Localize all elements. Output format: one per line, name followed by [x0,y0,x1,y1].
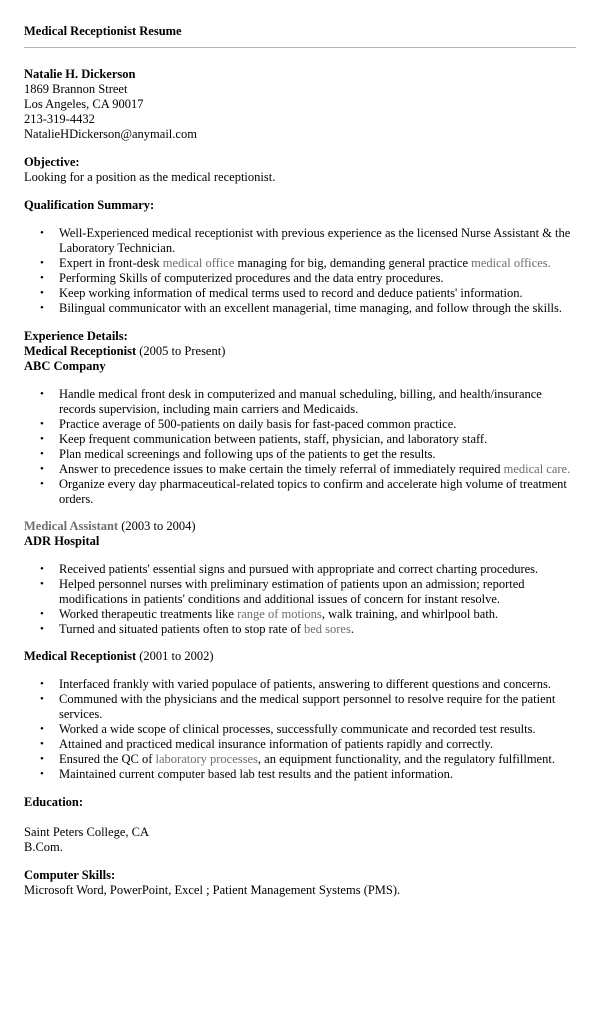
job-duties-list [24,562,576,637]
list-item [24,447,579,462]
list-item [24,417,579,432]
experience-section [24,329,576,782]
list-item [24,387,579,417]
item-text: Interfaced frankly with varied populace of patients, answering to different questions and concerns. [59,677,551,691]
job-entry [24,344,576,507]
list-item [24,432,579,447]
job-title[interactable]: Medical Assistant [24,519,119,533]
list-item [24,737,579,752]
bullet-icon: • [40,448,44,460]
bullet-icon: • [40,272,44,284]
inline-link[interactable]: range of motions [237,607,322,621]
item-text: Plan medical screenings and following ups of the patients to get the results. [59,447,436,461]
bullet-icon: • [40,623,44,635]
item-text: . [350,622,354,636]
bullet-icon: • [40,302,44,314]
item-text: Attained and practiced medical insurance information of patients rapidly and correctly. [59,737,494,751]
objective-heading: Objective: [24,155,80,169]
qualification-heading: Qualification Summary: [24,198,155,212]
inline-link[interactable]: bed sores [303,622,351,636]
objective-section [24,155,576,185]
item-text: Communed with the physicians and the medical support personnel to resolve require for the patient services. [59,692,556,721]
bullet-icon: • [40,463,44,475]
job-period: (2001 to 2002) [136,649,214,663]
title-divider [24,47,576,48]
inline-link[interactable]: medical offices. [471,256,551,270]
list-item [24,256,579,271]
job-header [24,649,576,664]
experience-heading: Experience Details: [24,329,128,343]
job-list [24,344,576,782]
list-item [24,562,579,577]
bullet-icon: • [40,753,44,765]
qualification-list [24,226,576,316]
item-text: Received patients' essential signs and pursued with appropriate and correct charting procedures. [59,562,539,576]
contact-street: 1869 Brannon Street [24,82,128,96]
list-item [24,692,579,722]
item-text: Helped personnel nurses with preliminary estimation of patients upon an admission; reported modifications in patients' conditions and additional issues of concern for instant resolve. [59,577,525,606]
bullet-icon: • [40,418,44,430]
bullet-icon: • [40,608,44,620]
list-item [24,767,579,782]
inline-link[interactable]: medical office [162,256,235,270]
item-text: managing for big, demanding general practice [234,256,472,270]
item-text: Turned and situated patients often to stop rate of [59,622,304,636]
job-period: (2005 to Present) [136,344,226,358]
list-item [24,677,579,692]
item-text: Bilingual communicator with an excellent managerial, time managing, and follow through the skills. [59,301,563,315]
skills-section [24,868,576,898]
item-text: Worked a wide scope of clinical processes, successfully communicate and recorded test results. [59,722,536,736]
list-item [24,286,579,301]
bullet-icon: • [40,738,44,750]
job-company: ABC Company [24,359,106,373]
contact-email: NatalieHDickerson@anymail.com [24,127,197,141]
job-duties-list [24,677,576,782]
bullet-icon: • [40,388,44,400]
item-text: Handle medical front desk in computerized and manual scheduling, billing, and health/insurance records supervision, including main carriers and Medicaids. [59,387,542,416]
job-period: (2003 to 2004) [118,519,196,533]
bullet-icon: • [40,578,44,590]
item-text: Expert in front-desk [59,256,163,270]
skills-text: Microsoft Word, PowerPoint, Excel ; Patient Management Systems (PMS). [24,883,401,897]
list-item [24,271,579,286]
contact-name: Natalie H. Dickerson [24,67,136,81]
item-text: Ensured the QC of [59,752,156,766]
education-degree: B.Com. [24,840,63,854]
education-heading: Education: [24,795,84,809]
education-section [24,795,576,855]
list-item [24,226,579,256]
item-text: , an equipment functionality, and the regulatory fulfillment. [257,752,555,766]
item-text: Organize every day pharmaceutical-related topics to confirm and accelerate high volume of treatment orders. [59,477,567,506]
job-header [24,344,576,359]
skills-heading: Computer Skills: [24,868,116,882]
item-text: Worked therapeutic treatments like [59,607,238,621]
contact-phone: 213-319-4432 [24,112,95,126]
item-text: Practice average of 500-patients on daily basis for fast-paced common practice. [59,417,457,431]
bullet-icon: • [40,227,44,239]
bullet-icon: • [40,678,44,690]
item-text: , walk training, and whirlpool bath. [321,607,499,621]
job-title: Medical Receptionist [24,344,137,358]
list-item [24,477,579,507]
job-header [24,519,576,534]
item-text: Well-Experienced medical receptionist with previous experience as the licensed Nurse Assistant & the Laboratory Technician. [59,226,571,255]
contact-block [24,67,576,142]
item-text: Maintained current computer based lab test results and the patient information. [59,767,453,781]
list-item [24,622,579,637]
inline-link[interactable]: laboratory processes [155,752,258,766]
list-item [24,752,579,767]
list-item [24,577,579,607]
bullet-icon: • [40,257,44,269]
list-item [24,301,579,316]
job-company: ADR Hospital [24,534,100,548]
job-title: Medical Receptionist [24,649,137,663]
inline-link[interactable]: medical care. [503,462,571,476]
bullet-icon: • [40,287,44,299]
bullet-icon: • [40,723,44,735]
job-duties-list [24,387,576,507]
document-title: Medical Receptionist Resume [24,24,182,38]
item-text: Performing Skills of computerized procedures and the data entry procedures. [59,271,444,285]
bullet-icon: • [40,478,44,490]
item-text: Keep working information of medical terms used to record and deduce patients' information. [59,286,523,300]
item-text: Answer to precedence issues to make certain the timely referral of immediately required [59,462,504,476]
job-entry [24,519,576,637]
objective-text: Looking for a position as the medical receptionist. [24,170,276,184]
education-school: Saint Peters College, CA [24,825,149,839]
list-item [24,722,579,737]
contact-city: Los Angeles, CA 90017 [24,97,144,111]
bullet-icon: • [40,563,44,575]
bullet-icon: • [40,693,44,705]
bullet-icon: • [40,433,44,445]
list-item [24,462,579,477]
job-entry [24,649,576,782]
qualification-section [24,198,576,316]
list-item [24,607,579,622]
bullet-icon: • [40,768,44,780]
item-text: Keep frequent communication between patients, staff, physician, and laboratory staff. [59,432,488,446]
